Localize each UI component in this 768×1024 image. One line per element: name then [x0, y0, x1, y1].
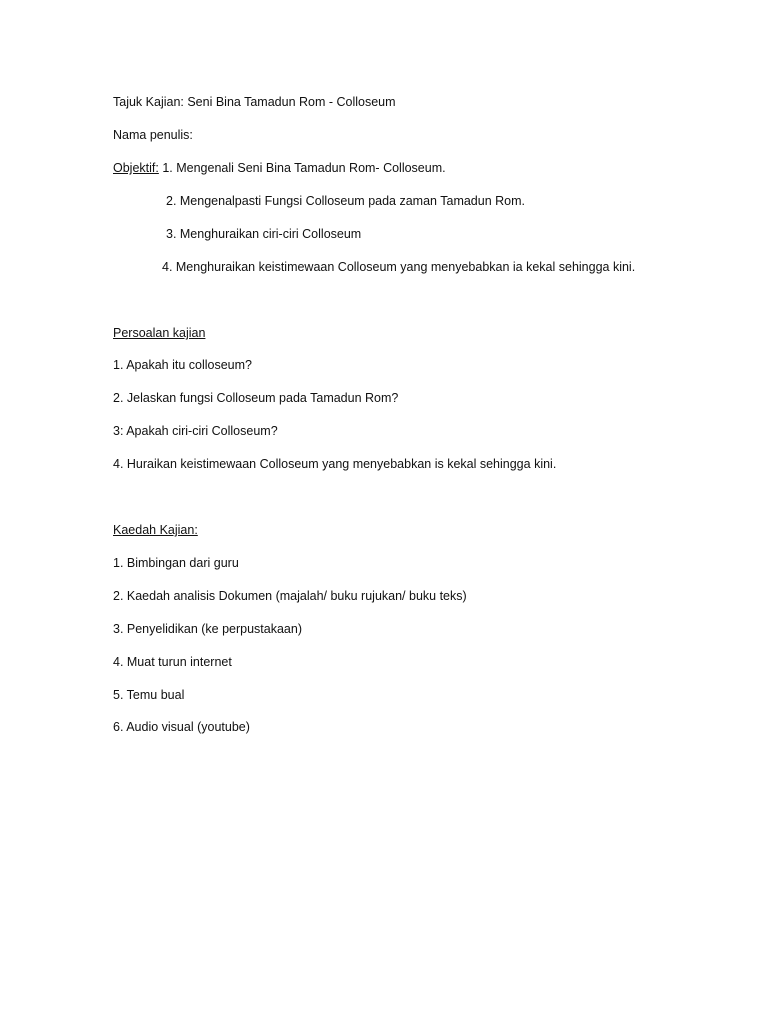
objectives-heading: Objektif: — [113, 161, 159, 175]
document-title: Tajuk Kajian: Seni Bina Tamadun Rom - Colloseum — [113, 95, 396, 109]
objectives-row — [113, 160, 446, 176]
question-item: 4. Huraikan keistimewaan Colloseum yang menyebabkan is kekal sehingga kini. — [113, 457, 557, 471]
objective-item: 1. Mengenali Seni Bina Tamadun Rom- Colloseum. — [162, 161, 446, 175]
objective-item: 2. Mengenalpasti Fungsi Colloseum pada zaman Tamadun Rom. — [166, 194, 525, 208]
author-label: Nama penulis: — [113, 128, 193, 142]
methods-heading: Kaedah Kajian: — [113, 523, 198, 537]
method-item: 6. Audio visual (youtube) — [113, 720, 250, 734]
method-item: 1. Bimbingan dari guru — [113, 556, 239, 570]
method-item: 5. Temu bual — [113, 688, 185, 702]
method-item: 3. Penyelidikan (ke perpustakaan) — [113, 622, 303, 636]
method-item: 2. Kaedah analisis Dokumen (majalah/ buku rujukan/ buku teks) — [113, 589, 467, 603]
question-item: 3: Apakah ciri-ciri Colloseum? — [113, 424, 278, 438]
question-item: 1. Apakah itu colloseum? — [113, 358, 252, 372]
question-item: 2. Jelaskan fungsi Colloseum pada Tamadun Rom? — [113, 391, 399, 405]
objective-item: 3. Menghuraikan ciri-ciri Colloseum — [166, 227, 362, 241]
method-item: 4. Muat turun internet — [113, 655, 232, 669]
objective-item: 4. Menghuraikan keistimewaan Colloseum yang menyebabkan ia kekal sehingga kini. — [162, 260, 636, 274]
questions-heading: Persoalan kajian — [113, 326, 206, 340]
